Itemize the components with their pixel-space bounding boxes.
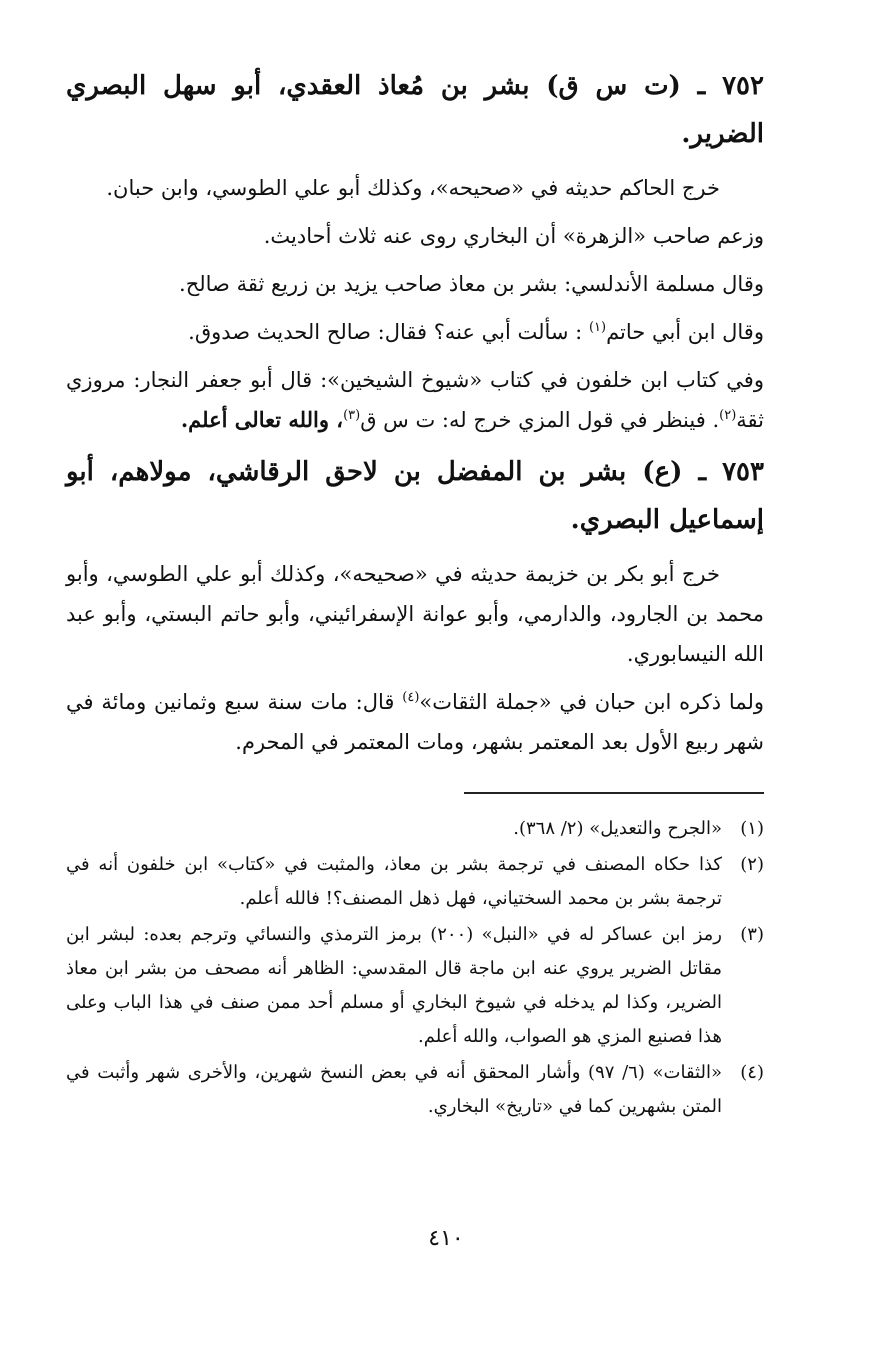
footnote-ref: (٤) xyxy=(402,690,420,705)
footnote-text: رمز ابن عساكر له في «النبل» (٢٠٠) برمز الترمذي والنسائي وترجم بعده: لبشر ابن مقاتل الضرير يروي عنه ابن ماجة قال المقدسي: الظاهر أنه مصحف من بشر ابن معاذ الضرير، وكذا لم يدخله في شيوخ البخاري أو مسلم أحد ممن صنف في هذا الباب وعلى هذا فصنيع المزي هو الصواب، والله أعلم. xyxy=(66,924,722,1047)
paragraph: وزعم صاحب «الزهرة» أن البخاري روى عنه ثلاث أحاديث. xyxy=(263,224,764,248)
entry-heading: ٧٥٣ ـ (ع) بشر بن المفضل بن لاحق الرقاشي، مولاهم، أبو إسماعيل البصري. xyxy=(66,457,764,535)
text-run: ، والله تعالى أعلم. xyxy=(180,407,344,432)
paragraph xyxy=(66,682,764,762)
paragraph: خرج أبو بكر بن خزيمة حديثه في «صحيحه»، وكذلك أبو علي الطوسي، وأبو محمد بن الجارود، والدارمي، وأبو عوانة الإسفرائيني، وأبو حاتم البستي، وأبو عبد الله النيسابوري. xyxy=(66,562,764,666)
footnote-text: كذا حكاه المصنف في ترجمة بشر بن معاذ، والمثبت في «كتاب» ابن خلفون أنه في ترجمة بشر بن محمد السختياني، فهل ذهل المصنف؟! فالله أعلم. xyxy=(66,854,722,909)
footnote-ref: (١) xyxy=(588,320,607,335)
footnote-divider xyxy=(464,792,764,794)
footnote-number: (١) xyxy=(740,818,764,839)
paragraph xyxy=(66,312,764,352)
footnote xyxy=(66,918,764,1054)
entry-heading: ٧٥٢ ـ (ت س ق) بشر بن مُعاذ العقدي، أبو سهل البصري الضرير. xyxy=(66,71,764,149)
footnote-number: (٤) xyxy=(740,1062,764,1083)
footnote xyxy=(66,812,764,846)
text-run: وفي كتاب ابن خلفون في كتاب «شيوخ الشيخين»: قال أبو جعفر النجار: مروزي ثقة xyxy=(66,368,764,432)
footnote xyxy=(66,1056,764,1124)
footnote-text: «الثقات» (٦/ ٩٧) وأشار المحقق أنه في بعض النسخ شهرين، والأخرى شهر وأثبت في المتن بشهرين كما في «تاريخ» البخاري. xyxy=(66,1062,722,1117)
footnote xyxy=(66,848,764,916)
footnote-number: (٢) xyxy=(740,854,764,875)
entry-752 xyxy=(66,62,764,440)
footnotes xyxy=(66,812,764,1124)
footnote-number: (٣) xyxy=(740,924,764,945)
footnote-ref: (٢) xyxy=(719,408,737,423)
paragraph: وقال مسلمة الأندلسي: بشر بن معاذ صاحب يزيد بن زريع ثقة صالح. xyxy=(179,272,764,296)
entry-753 xyxy=(66,448,764,762)
text-run: . فينظر في قول المزي خرج له: ت س ق xyxy=(360,408,720,432)
text-run: وقال ابن أبي حاتم xyxy=(606,320,764,344)
footnote-text: «الجرح والتعديل» (٢/ ٣٦٨). xyxy=(513,818,722,839)
paragraph xyxy=(66,360,764,440)
text-run: قال: مات سنة سبع وثمانين ومائة في شهر ربيع الأول بعد المعتمر بشهر، ومات المعتمر في المحرم. xyxy=(66,690,764,754)
text-run: ولما ذكره ابن حبان في «جملة الثقات» xyxy=(419,690,764,714)
paragraph: خرج الحاكم حديثه في «صحيحه»، وكذلك أبو علي الطوسي، وابن حبان. xyxy=(106,176,720,200)
footnote-ref: (٣) xyxy=(343,408,361,423)
page-number: ٤١٠ xyxy=(428,1226,464,1251)
text-run: : سألت أبي عنه؟ فقال: صالح الحديث صدوق. xyxy=(188,320,589,344)
